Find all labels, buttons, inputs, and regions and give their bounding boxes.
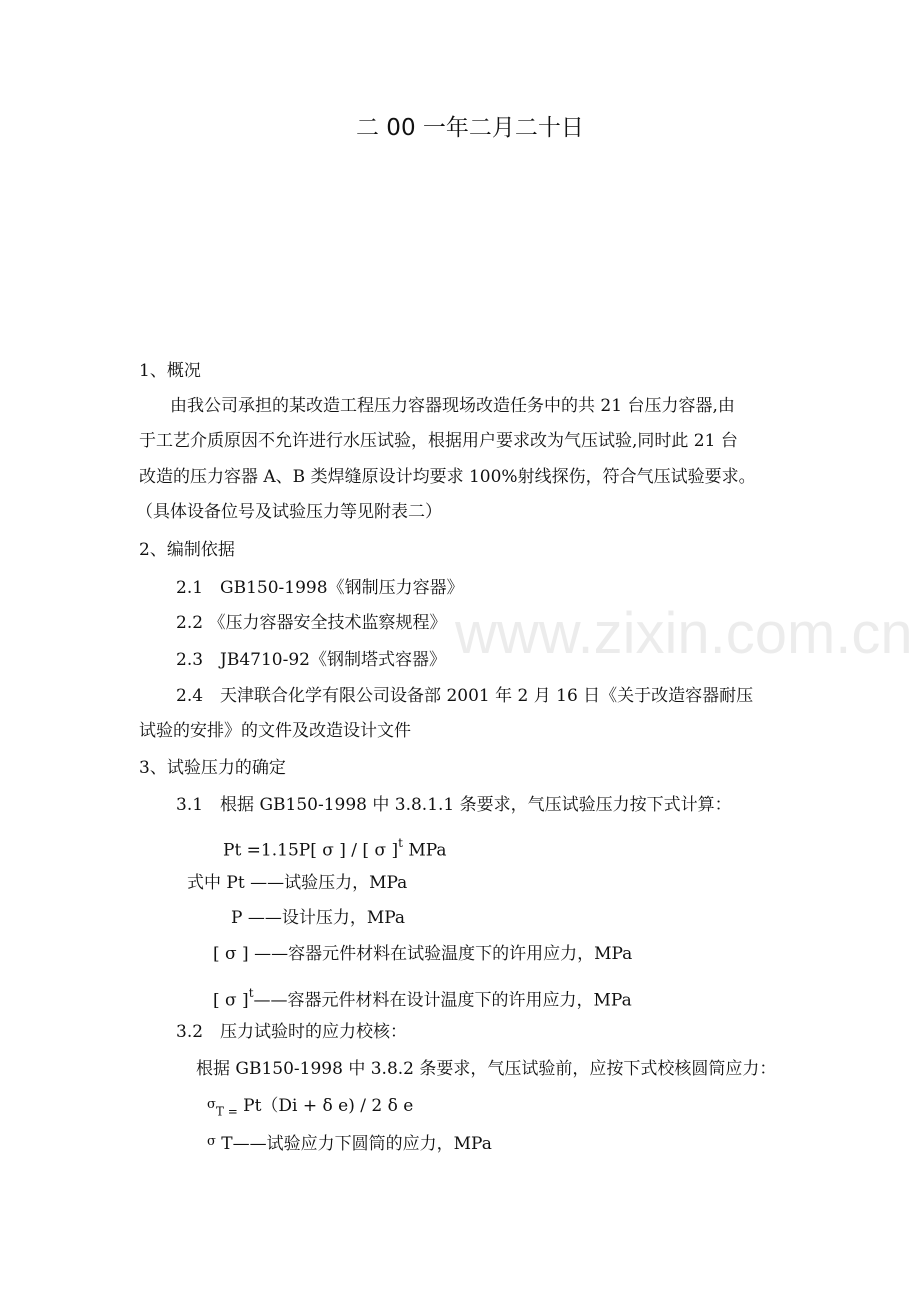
definition-sigma: [ σ ] ——容器元件材料在试验温度下的许用应力，MPa <box>213 944 633 964</box>
definition-sigma-T-text: T——试验应力下圆筒的应力，MPa <box>215 1134 492 1154</box>
formula-1-unit: MPa <box>402 840 447 861</box>
formula-1-main: Pt =1.15P[ σ ] / [ σ ] <box>223 840 399 861</box>
section-1-line-4: （具体设备位号及试验压力等见附表二） <box>136 502 442 522</box>
section-2-item-4-line-2: 试验的安排》的文件及改造设计文件 <box>139 721 411 741</box>
watermark: www.zixin.com.cn <box>455 601 913 666</box>
formula-2-sigma: σ <box>207 1097 216 1112</box>
section-2-heading: 2、编制依据 <box>139 540 235 560</box>
definition-pt: 式中 Pt ——试验压力，MPa <box>187 873 408 893</box>
formula-1-superscript: t <box>398 836 403 850</box>
section-1-line-1: 由我公司承担的某改造工程压力容器现场改造任务中的共 21 台压力容器,由 <box>170 396 735 416</box>
formula-hoop-stress <box>207 1095 413 1122</box>
definition-sigma-t-symbol: [ σ ] <box>213 990 249 1011</box>
definition-sigma-t-superscript: t <box>248 986 254 1000</box>
section-3-2-text: 根据 GB150-1998 中 3.8.2 条要求，气压试验前，应按下式校核圆筒应力： <box>196 1059 777 1079</box>
section-2-item-1: 2.1 GB150-1998《钢制压力容器》 <box>176 578 464 598</box>
definition-sigma-t-text: ——容器元件材料在设计温度下的许用应力，MPa <box>253 990 632 1011</box>
definition-p: P ——设计压力，MPa <box>231 908 406 928</box>
definition-sigma-T-symbol: σ <box>207 1134 216 1149</box>
section-1-line-3: 改造的压力容器 A、B 类焊缝原设计均要求 100%射线探伤，符合气压试验要求。 <box>139 467 756 487</box>
section-2-item-3: 2.3 JB4710-92《钢制塔式容器》 <box>176 650 446 670</box>
formula-2-subscript: T = <box>215 1104 238 1119</box>
definition-sigma-T <box>207 1133 492 1157</box>
section-3-heading: 3、试验压力的确定 <box>139 758 286 778</box>
section-3-2-heading: 3.2 压力试验时的应力校核： <box>176 1022 408 1042</box>
section-3-1-text: 3.1 根据 GB150-1998 中 3.8.1.1 条要求，气压试验压力按下式计算： <box>176 795 732 815</box>
section-2-item-4-line-1: 2.4 天津联合化学有限公司设备部 2001 年 2 月 16 日《关于改造容器耐压 <box>176 686 754 706</box>
section-1-line-2: 于工艺介质原因不允许进行水压试验，根据用户要求改为气压试验,同时此 21 台 <box>139 431 738 451</box>
definition-sigma-t <box>213 984 632 1012</box>
formula-test-pressure <box>223 834 447 862</box>
section-1-heading: 1、概况 <box>139 361 201 381</box>
formula-2-rest: Pt（Di + δ e) / 2 δ e <box>237 1096 414 1116</box>
section-2-item-2: 2.2 《压力容器安全技术监察规程》 <box>176 613 447 633</box>
date-line: 二 00 一年二月二十日 <box>356 115 584 141</box>
